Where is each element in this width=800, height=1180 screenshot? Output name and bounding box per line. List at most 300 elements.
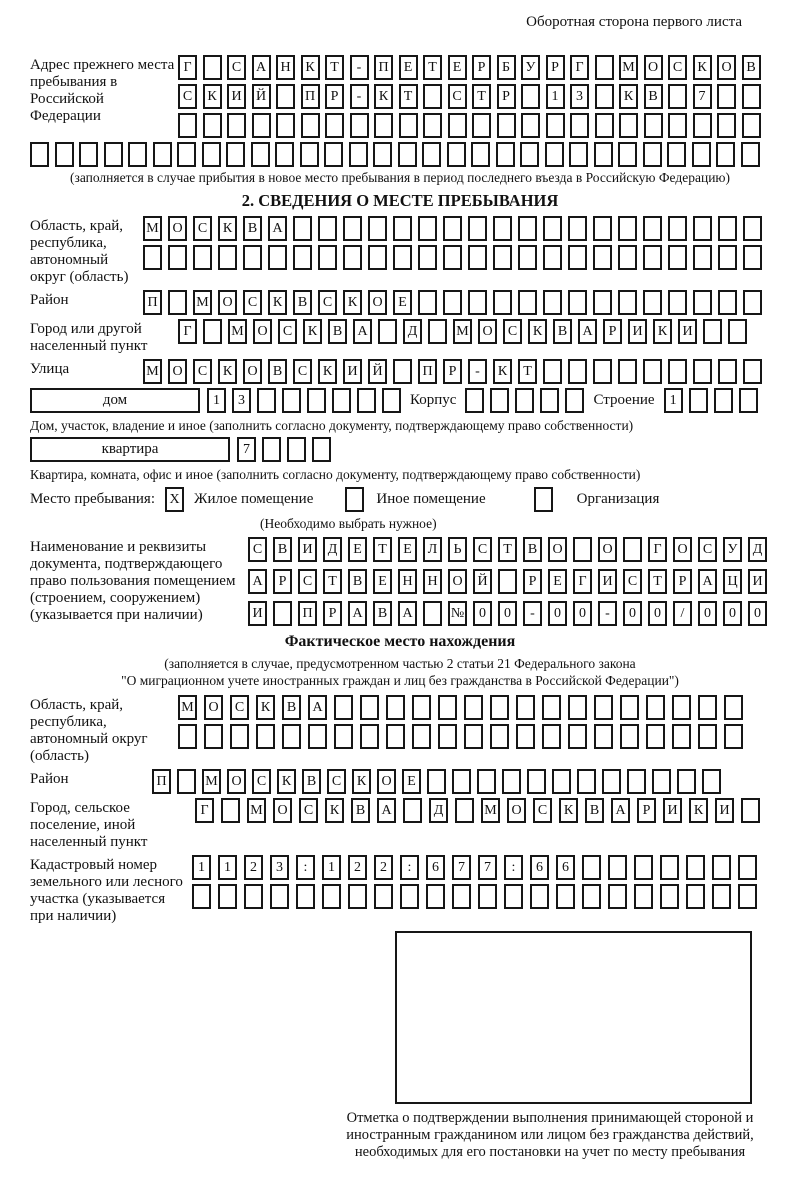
- form-cell-filled: А: [348, 601, 367, 626]
- form-cell-filled: И: [343, 359, 362, 384]
- form-cell-filled: В: [328, 319, 347, 344]
- form-cell-empty: [668, 84, 687, 109]
- cell-row: [143, 245, 762, 270]
- form-cell-filled: А: [398, 601, 417, 626]
- form-cell-filled: Б: [497, 55, 516, 80]
- form-cell-filled: В: [348, 569, 367, 594]
- form-cell-filled: №: [448, 601, 467, 626]
- form-cell-filled: 0: [473, 601, 492, 626]
- apartment-number-cells: [237, 437, 331, 462]
- actual-location-note1: (заполняется в случае, предусмотренном частью 2 статьи 21 Федерального закона: [164, 656, 636, 671]
- form-cell-empty: [204, 724, 223, 749]
- city-row: [30, 319, 770, 355]
- form-cell-filled: Ц: [723, 569, 742, 594]
- form-cell-empty: [203, 113, 222, 138]
- form-cell-filled: С: [327, 769, 346, 794]
- form-cell-empty: [515, 388, 534, 413]
- form-cell-empty: [718, 359, 737, 384]
- form-cell-empty: [30, 142, 49, 167]
- form-cell-filled: И: [678, 319, 697, 344]
- region-row: [30, 216, 770, 286]
- form-cell-filled: 7: [452, 855, 471, 880]
- form-cell-empty: [478, 884, 497, 909]
- cell-row: [195, 798, 760, 823]
- section2-title: 2. СВЕДЕНИЯ О МЕСТЕ ПРЕБЫВАНИЯ: [241, 191, 559, 210]
- form-cell-empty: [693, 290, 712, 315]
- form-cell-filled: Г: [178, 55, 197, 80]
- form-cell-filled: Г: [178, 319, 197, 344]
- form-cell-filled: 6: [426, 855, 445, 880]
- form-cell-empty: [540, 388, 559, 413]
- form-cell-filled: К: [343, 290, 362, 315]
- form-cell-filled: Р: [673, 569, 692, 594]
- form-cell-empty: [518, 245, 537, 270]
- form-cell-empty: [243, 245, 262, 270]
- form-cell-filled: О: [168, 216, 187, 241]
- form-cell-filled: В: [302, 769, 321, 794]
- cell-row: [178, 695, 743, 720]
- form-cell-empty: [256, 724, 275, 749]
- form-cell-empty: [282, 724, 301, 749]
- form-cell-filled: Е: [398, 537, 417, 562]
- previous-address-overflow-row: [30, 142, 770, 167]
- apartment-type-box: квартира: [30, 437, 230, 462]
- form-cell-filled: Р: [523, 569, 542, 594]
- form-cell-filled: С: [243, 290, 262, 315]
- form-cell-filled: Г: [195, 798, 214, 823]
- form-cell-empty: [168, 290, 187, 315]
- form-cell-filled: У: [521, 55, 540, 80]
- form-cell-empty: [452, 884, 471, 909]
- form-cell-filled: Д: [403, 319, 422, 344]
- form-cell-empty: [427, 769, 446, 794]
- form-cell-empty: [412, 695, 431, 720]
- actual-city-label: Город, сельское поселение, иной населенный пункт: [30, 800, 148, 850]
- form-cell-empty: [568, 245, 587, 270]
- form-cell-filled: О: [478, 319, 497, 344]
- form-cell-empty: [79, 142, 98, 167]
- form-cell-empty: [360, 724, 379, 749]
- form-cell-filled: У: [723, 537, 742, 562]
- form-cell-filled: И: [598, 569, 617, 594]
- form-cell-empty: [634, 884, 653, 909]
- cell-row: [192, 855, 757, 880]
- form-cell-filled: С: [248, 537, 267, 562]
- form-cell-empty: [275, 142, 294, 167]
- form-cell-empty: [301, 113, 320, 138]
- form-cell-filled: К: [268, 290, 287, 315]
- form-cell-filled: 1: [218, 855, 237, 880]
- form-cell-filled: И: [715, 798, 734, 823]
- form-cell-empty: [393, 359, 412, 384]
- form-cell-filled: 2: [348, 855, 367, 880]
- form-cell-empty: [318, 216, 337, 241]
- form-cell-filled: О: [548, 537, 567, 562]
- form-cell-empty: [192, 884, 211, 909]
- form-cell-empty: [287, 437, 306, 462]
- form-cell-empty: [490, 388, 509, 413]
- form-cell-empty: [177, 769, 196, 794]
- form-cell-empty: [593, 290, 612, 315]
- form-cell-filled: 6: [530, 855, 549, 880]
- form-cell-filled: 0: [748, 601, 767, 626]
- form-cell-empty: [667, 142, 686, 167]
- form-cell-filled: М: [143, 359, 162, 384]
- form-cell-filled: М: [178, 695, 197, 720]
- form-cell-empty: [308, 724, 327, 749]
- form-cell-filled: 3: [232, 388, 251, 413]
- form-cell-empty: [282, 388, 301, 413]
- form-cell-empty: [652, 769, 671, 794]
- form-cell-empty: [276, 113, 295, 138]
- form-cell-empty: [692, 142, 711, 167]
- form-cell-filled: Е: [348, 537, 367, 562]
- form-cell-filled: Е: [393, 290, 412, 315]
- form-cell-filled: П: [298, 601, 317, 626]
- form-cell-filled: 0: [548, 601, 567, 626]
- form-cell-filled: А: [308, 695, 327, 720]
- form-cell-filled: К: [559, 798, 578, 823]
- form-cell-empty: [608, 884, 627, 909]
- form-cell-filled: М: [143, 216, 162, 241]
- form-cell-empty: [521, 113, 540, 138]
- form-cell-empty: [618, 142, 637, 167]
- form-cell-empty: [399, 113, 418, 138]
- form-cell-filled: Р: [497, 84, 516, 109]
- form-cell-empty: [296, 884, 315, 909]
- form-cell-empty: [543, 290, 562, 315]
- form-cell-empty: [618, 245, 637, 270]
- previous-address-note: (заполняется в случае прибытия в новое место пребывания в период последнего въезда в Российскую Федерацию): [69, 170, 731, 185]
- form-cell-empty: [273, 601, 292, 626]
- form-cell-empty: [530, 884, 549, 909]
- form-cell-filled: М: [193, 290, 212, 315]
- form-cell-empty: [493, 216, 512, 241]
- form-cell-empty: [618, 359, 637, 384]
- form-cell-filled: Д: [429, 798, 448, 823]
- cell-row: [178, 319, 747, 344]
- form-cell-empty: [386, 724, 405, 749]
- form-cell-filled: С: [623, 569, 642, 594]
- form-cell-filled: -: [468, 359, 487, 384]
- form-cell-empty: [334, 724, 353, 749]
- form-cell-filled: В: [644, 84, 663, 109]
- form-cell-filled: О: [377, 769, 396, 794]
- form-cell-empty: [643, 245, 662, 270]
- form-cell-empty: [468, 245, 487, 270]
- form-cell-filled: К: [218, 359, 237, 384]
- form-cell-empty: [468, 216, 487, 241]
- form-cell-filled: О: [644, 55, 663, 80]
- form-cell-empty: [490, 724, 509, 749]
- form-cell-filled: О: [227, 769, 246, 794]
- form-cell-filled: В: [351, 798, 370, 823]
- form-cell-filled: М: [453, 319, 472, 344]
- form-cell-empty: [203, 319, 222, 344]
- form-cell-empty: [393, 216, 412, 241]
- form-cell-filled: М: [247, 798, 266, 823]
- form-cell-filled: 3: [270, 855, 289, 880]
- form-cell-empty: [693, 216, 712, 241]
- form-cell-empty: [623, 537, 642, 562]
- form-cell-empty: [620, 695, 639, 720]
- form-cell-filled: Т: [472, 84, 491, 109]
- form-cell-empty: [565, 388, 584, 413]
- form-cell-filled: -: [350, 55, 369, 80]
- form-cell-empty: [455, 798, 474, 823]
- form-cell-filled: 1: [546, 84, 565, 109]
- form-cell-filled: О: [204, 695, 223, 720]
- form-cell-empty: [568, 695, 587, 720]
- form-cell-empty: [577, 769, 596, 794]
- form-cell-empty: [193, 245, 212, 270]
- form-cell-empty: [348, 884, 367, 909]
- form-cell-empty: [593, 359, 612, 384]
- form-cell-filled: Й: [252, 84, 271, 109]
- form-cell-empty: [448, 113, 467, 138]
- form-cell-filled: Н: [398, 569, 417, 594]
- form-cell-empty: [468, 290, 487, 315]
- stamp-area: [325, 931, 775, 1161]
- form-cell-filled: О: [243, 359, 262, 384]
- form-cell-filled: С: [278, 319, 297, 344]
- form-cell-empty: [324, 142, 343, 167]
- form-cell-filled: 2: [244, 855, 263, 880]
- form-cell-empty: [703, 319, 722, 344]
- form-cell-empty: [471, 142, 490, 167]
- form-cell-filled: 0: [623, 601, 642, 626]
- form-cell-empty: [743, 359, 762, 384]
- form-cell-empty: [568, 359, 587, 384]
- form-cell-empty: [594, 724, 613, 749]
- form-cell-filled: В: [585, 798, 604, 823]
- form-cell-filled: С: [503, 319, 522, 344]
- form-cell-filled: Т: [399, 84, 418, 109]
- form-cell-empty: [618, 216, 637, 241]
- form-cell-empty: [668, 245, 687, 270]
- form-cell-empty: [534, 487, 553, 512]
- form-cell-empty: [693, 113, 712, 138]
- form-cell-filled: Г: [570, 55, 589, 80]
- form-cell-empty: [582, 884, 601, 909]
- form-cell-empty: [643, 142, 662, 167]
- form-cell-filled: Т: [518, 359, 537, 384]
- form-cell-empty: [593, 216, 612, 241]
- form-cell-empty: [493, 290, 512, 315]
- document-label: Наименование и реквизиты документа, подтверждающего право пользования помещением (строением, сооружением) (указывается при наличии): [30, 539, 236, 623]
- form-cell-empty: [568, 216, 587, 241]
- form-cell-empty: [496, 142, 515, 167]
- form-cell-empty: [516, 724, 535, 749]
- actual-region-row: [30, 695, 770, 765]
- form-cell-empty: [312, 437, 331, 462]
- form-cell-empty: [643, 216, 662, 241]
- form-cell-empty: [568, 290, 587, 315]
- form-cell-filled: Л: [423, 537, 442, 562]
- form-cell-filled: Р: [325, 84, 344, 109]
- form-cell-filled: О: [253, 319, 272, 344]
- form-cell-filled: Й: [368, 359, 387, 384]
- form-cell-empty: [428, 319, 447, 344]
- form-cell-empty: [738, 884, 757, 909]
- form-cell-empty: [660, 855, 679, 880]
- form-cell-empty: [497, 113, 516, 138]
- form-cell-empty: [573, 537, 592, 562]
- form-cell-empty: [568, 724, 587, 749]
- form-cell-filled: /: [673, 601, 692, 626]
- form-cell-filled: С: [178, 84, 197, 109]
- form-cell-empty: [268, 245, 287, 270]
- form-cell-filled: А: [377, 798, 396, 823]
- form-cell-empty: [393, 245, 412, 270]
- form-cell-empty: [438, 724, 457, 749]
- form-cell-empty: [168, 245, 187, 270]
- form-cell-empty: [660, 884, 679, 909]
- form-cell-filled: П: [301, 84, 320, 109]
- form-cell-empty: [177, 142, 196, 167]
- form-cell-filled: И: [227, 84, 246, 109]
- form-cell-filled: М: [481, 798, 500, 823]
- form-cell-filled: Р: [443, 359, 462, 384]
- form-cell-empty: [542, 695, 561, 720]
- form-cell-empty: [128, 142, 147, 167]
- form-cell-empty: [527, 769, 546, 794]
- form-cell-filled: А: [252, 55, 271, 80]
- form-cell-filled: Т: [423, 55, 442, 80]
- form-cell-filled: И: [298, 537, 317, 562]
- form-cell-filled: С: [698, 537, 717, 562]
- cell-row: [192, 884, 757, 909]
- form-cell-filled: Е: [373, 569, 392, 594]
- zhiloe-label: Жилое помещение: [194, 491, 314, 507]
- form-cell-empty: [646, 695, 665, 720]
- form-cell-empty: [423, 113, 442, 138]
- form-cell-empty: [602, 769, 621, 794]
- form-cell-empty: [350, 113, 369, 138]
- form-cell-empty: [545, 142, 564, 167]
- form-cell-filled: Т: [648, 569, 667, 594]
- actual-location-title: Фактическое место нахождения: [284, 633, 516, 650]
- form-cell-empty: [672, 724, 691, 749]
- form-cell-empty: [226, 142, 245, 167]
- form-cell-filled: К: [325, 798, 344, 823]
- form-cell-empty: [55, 142, 74, 167]
- form-cell-empty: [738, 855, 757, 880]
- form-cell-empty: [465, 388, 484, 413]
- form-cell-empty: [438, 695, 457, 720]
- form-cell-empty: [203, 55, 222, 80]
- form-cell-filled: М: [619, 55, 638, 80]
- form-cell-filled: С: [193, 359, 212, 384]
- form-cell-filled: П: [152, 769, 171, 794]
- cadastre-cells: [192, 855, 757, 909]
- form-cell-empty: [714, 388, 733, 413]
- apartment-note: Квартира, комната, офис и иное (заполнить согласно документу, подтверждающему право собственности): [30, 467, 641, 482]
- form-cell-empty: [741, 798, 760, 823]
- form-cell-filled: Н: [276, 55, 295, 80]
- stroenie-label: Строение: [593, 392, 655, 408]
- form-cell-filled: К: [301, 55, 320, 80]
- stamp-box: [395, 931, 752, 1104]
- form-cell-empty: [307, 388, 326, 413]
- form-cell-filled: Р: [603, 319, 622, 344]
- form-cell-filled: П: [143, 290, 162, 315]
- form-cell-filled: Е: [402, 769, 421, 794]
- form-cell-filled: О: [673, 537, 692, 562]
- org-checkbox: [534, 487, 553, 512]
- form-cell-filled: И: [748, 569, 767, 594]
- form-cell-filled: 1: [322, 855, 341, 880]
- form-cell-empty: [153, 142, 172, 167]
- cell-row: [143, 359, 762, 384]
- form-cell-empty: [677, 769, 696, 794]
- form-cell-filled: 1: [207, 388, 226, 413]
- form-cell-empty: [504, 884, 523, 909]
- stroenie-cells: [664, 388, 758, 413]
- zhiloe-checkbox: [165, 487, 184, 512]
- form-cell-filled: К: [374, 84, 393, 109]
- form-cell-empty: [293, 216, 312, 241]
- form-cell-empty: [608, 855, 627, 880]
- form-cell-empty: [300, 142, 319, 167]
- form-cell-empty: [739, 388, 758, 413]
- form-cell-empty: [593, 245, 612, 270]
- apartment-row: [30, 437, 770, 462]
- form-cell-empty: [594, 695, 613, 720]
- form-cell-filled: В: [742, 55, 761, 80]
- form-cell-empty: [178, 113, 197, 138]
- form-cell-empty: [227, 113, 246, 138]
- form-cell-filled: О: [168, 359, 187, 384]
- form-cell-empty: [698, 724, 717, 749]
- form-cell-empty: [251, 142, 270, 167]
- form-cell-filled: Р: [273, 569, 292, 594]
- cell-row: [152, 769, 721, 794]
- form-cell-empty: [202, 142, 221, 167]
- korpus-cells: [465, 388, 584, 413]
- form-cell-filled: К: [528, 319, 547, 344]
- form-cell-empty: [345, 487, 364, 512]
- form-cell-empty: [349, 142, 368, 167]
- form-cell-filled: О: [507, 798, 526, 823]
- form-cell-filled: 0: [573, 601, 592, 626]
- form-cell-filled: И: [248, 601, 267, 626]
- form-cell-empty: [627, 769, 646, 794]
- cell-row: [248, 569, 767, 594]
- form-cell-filled: К: [619, 84, 638, 109]
- form-cell-filled: С: [293, 359, 312, 384]
- stamp-caption: Отметка о подтверждении выполнения принимающей стороной и иностранным гражданином или лицом без гражданства действий, необходимых для его постановки на учет по месту пребывания: [346, 1110, 754, 1160]
- stay-type-note: (Необходимо выбрать нужное): [260, 516, 437, 531]
- form-cell-empty: [552, 769, 571, 794]
- form-cell-filled: А: [248, 569, 267, 594]
- form-cell-empty: [724, 695, 743, 720]
- form-cell-filled: 2: [374, 855, 393, 880]
- form-cell-filled: В: [243, 216, 262, 241]
- form-cell-filled: О: [598, 537, 617, 562]
- form-cell-empty: [443, 216, 462, 241]
- form-cell-empty: [378, 319, 397, 344]
- cell-row: [143, 216, 762, 241]
- form-cell-empty: [724, 724, 743, 749]
- form-cell-empty: [595, 55, 614, 80]
- form-cell-empty: [464, 695, 483, 720]
- form-cell-empty: [418, 245, 437, 270]
- form-cell-filled: Т: [373, 537, 392, 562]
- cadastre-label: Кадастровый номер земельного или лесного участка (указывается при наличии): [30, 857, 183, 924]
- form-cell-empty: [668, 113, 687, 138]
- form-cell-empty: [318, 245, 337, 270]
